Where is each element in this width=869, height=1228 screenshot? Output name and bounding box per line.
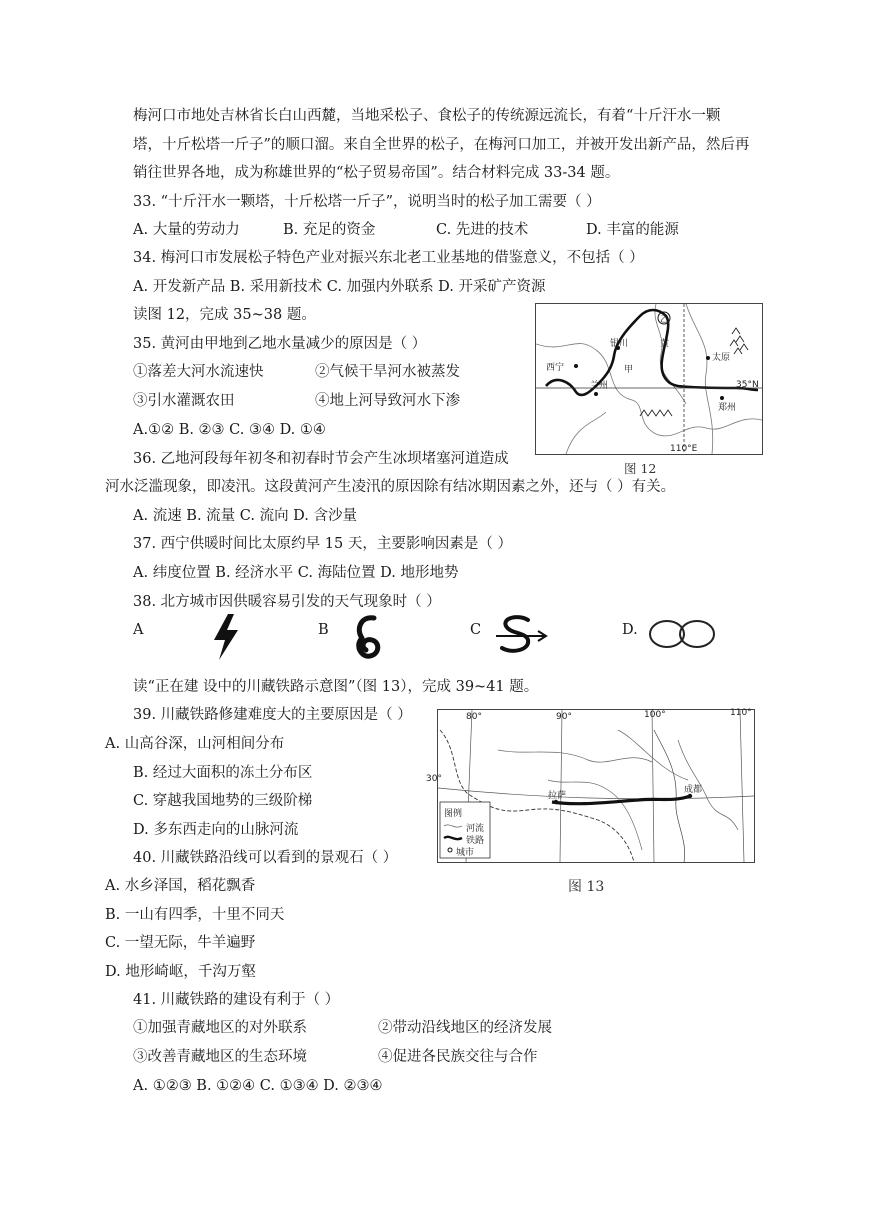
q34-options: A. 开发新产品 B. 采用新技术 C. 加强内外联系 D. 开采矿产资源	[133, 279, 546, 295]
typhoon-icon	[350, 612, 386, 662]
q40-option-b: B. 一山有四季，十里不同天	[105, 907, 285, 923]
q35-stem: 35. 黄河由甲地到乙地水量减少的原因是（ ）	[133, 336, 427, 352]
q36-line-2: 河水泛滥现象，即凌汛。这段黄河产生凌汛的原因除有结冰期因素之外，还与（ ）有关。	[105, 479, 676, 495]
q39-option-c: C. 穿越我国地势的三级阶梯	[133, 793, 313, 809]
q38-label-b: B	[318, 622, 329, 638]
map13-label-30: 30°	[426, 774, 442, 784]
figure-12-map	[535, 303, 763, 455]
q39-option-a: A. 山高谷深，山河相间分布	[105, 736, 285, 752]
q33-option-d: D. 丰富的能源	[586, 222, 679, 238]
q40-option-a: A. 水乡泽国，稻花飘香	[105, 878, 256, 894]
q40-stem: 40. 川藏铁路沿线可以看到的景观石（ ）	[133, 850, 398, 866]
q41-stem: 41. 川藏铁路的建设有利于（ ）	[133, 992, 340, 1008]
q33-option-b: B. 充足的资金	[283, 222, 376, 238]
map12-label-zhengzhou: 郑州	[718, 403, 737, 413]
map12-label-35n: 35°N	[736, 380, 759, 390]
intro-line-2: 塔，十斤松塔一斤子”的顺口溜。来自全世界的松子，在梅河口加工，并被开发出新产品，然后再	[133, 137, 750, 153]
q39-option-d: D. 多东西走向的山脉河流	[133, 822, 299, 838]
map12-label-xining: 西宁	[546, 363, 565, 373]
map12-label-yinchuan: 银川	[610, 339, 629, 349]
map12-label-yi: 乙	[660, 315, 670, 325]
q33-option-a: A. 大量的劳动力	[133, 222, 240, 238]
q38-label-a: A	[133, 622, 144, 638]
q38-stem: 38. 北方城市因供暖容易引发的天气现象时（ ）	[133, 594, 441, 610]
q35-item-3: ③引水灌溉农田	[133, 393, 235, 409]
map13-label-90: 90°	[556, 712, 572, 722]
map12-label-lanzhou: 兰州	[590, 381, 609, 391]
lightning-icon	[208, 612, 244, 662]
intro-line-3: 销往世界各地，成为称雄世界的“松子贸易帝国”。结合材料完成 33-34 题。	[133, 165, 620, 181]
map13-label-100: 100°	[644, 710, 666, 720]
q37-stem: 37. 西宁供暖时间比太原约早 15 天，主要影响因素是（ ）	[133, 536, 512, 552]
q35-item-4: ④地上河导致河水下渗	[315, 393, 460, 409]
figure-13-caption: 图 13	[568, 879, 605, 895]
q41-item-4: ④促进各民族交往与合作	[378, 1049, 538, 1065]
q33-stem: 33. “十斤汗水一颗塔，十斤松塔一斤子”，说明当时的松子加工需要（ ）	[133, 194, 601, 210]
map12-label-huang: 黄	[660, 339, 670, 349]
q38-label-c: C	[470, 622, 482, 638]
q37-options: A. 纬度位置 B. 经济水平 C. 海陆位置 D. 地形地势	[133, 565, 459, 581]
map13-legend-river: 河流	[466, 824, 485, 834]
figure-12-caption: 图 12	[624, 461, 657, 476]
cloud-icon	[646, 616, 718, 652]
read-fig13: 读“正在建 设中的川藏铁路示意图”（图 13），完成 39~41 题。	[133, 679, 539, 695]
q39-option-b: B. 经过大面积的冻土分布区	[133, 765, 313, 781]
fog-icon	[488, 614, 550, 658]
q40-option-d: D. 地形崎岖，千沟万壑	[105, 964, 256, 980]
q41-item-3: ③改善青藏地区的生态环境	[133, 1049, 307, 1065]
map13-legend-city: 城市	[456, 848, 475, 858]
q35-options: A.①② B. ②③ C. ③④ D. ①④	[133, 422, 326, 438]
map13-legend-rail: 铁路	[466, 836, 485, 846]
map13-label-110: 110°	[730, 708, 752, 718]
q38-label-d: D.	[622, 622, 638, 638]
map13-label-chengdu: 成都	[684, 785, 703, 795]
map12-label-110e: 110°E	[670, 444, 698, 454]
q36-options: A. 流速 B. 流量 C. 流向 D. 含沙量	[133, 508, 358, 524]
q34-stem: 34. 梅河口市发展松子特色产业对振兴东北老工业基地的借鉴意义，不包括（ ）	[133, 250, 644, 266]
q35-item-1: ①落差大河水流速快	[133, 364, 264, 380]
q41-item-1: ①加强青藏地区的对外联系	[133, 1020, 307, 1036]
q33-option-c: C. 先进的技术	[436, 222, 529, 238]
map12-label-jia: 甲	[624, 365, 634, 375]
map13-label-80: 80°	[466, 712, 482, 722]
read-fig12: 读图 12，完成 35~38 题。	[133, 307, 316, 323]
intro-line-1: 梅河口市地处吉林省长白山西麓，当地采松子、食松子的传统源远流长，有着“十斤汗水一颗	[133, 108, 721, 124]
q40-option-c: C. 一望无际，牛羊遍野	[105, 935, 256, 951]
figure-13-map	[426, 708, 755, 863]
map13-label-lhasa: 拉萨	[548, 791, 567, 801]
map13-legend-title: 图例	[444, 809, 463, 819]
q36-line-1: 36. 乙地河段每年初冬和初春时节会产生冰坝堵塞河道造成	[133, 451, 509, 467]
q35-item-2: ②气候干旱河水被蒸发	[315, 364, 460, 380]
q41-options: A. ①②③ B. ①②④ C. ①③④ D. ②③④	[133, 1078, 383, 1094]
q39-stem: 39. 川藏铁路修建难度大的主要原因是（ ）	[133, 707, 412, 723]
map12-label-taiyuan: 太原	[712, 353, 731, 363]
q41-item-2: ②带动沿线地区的经济发展	[378, 1020, 552, 1036]
